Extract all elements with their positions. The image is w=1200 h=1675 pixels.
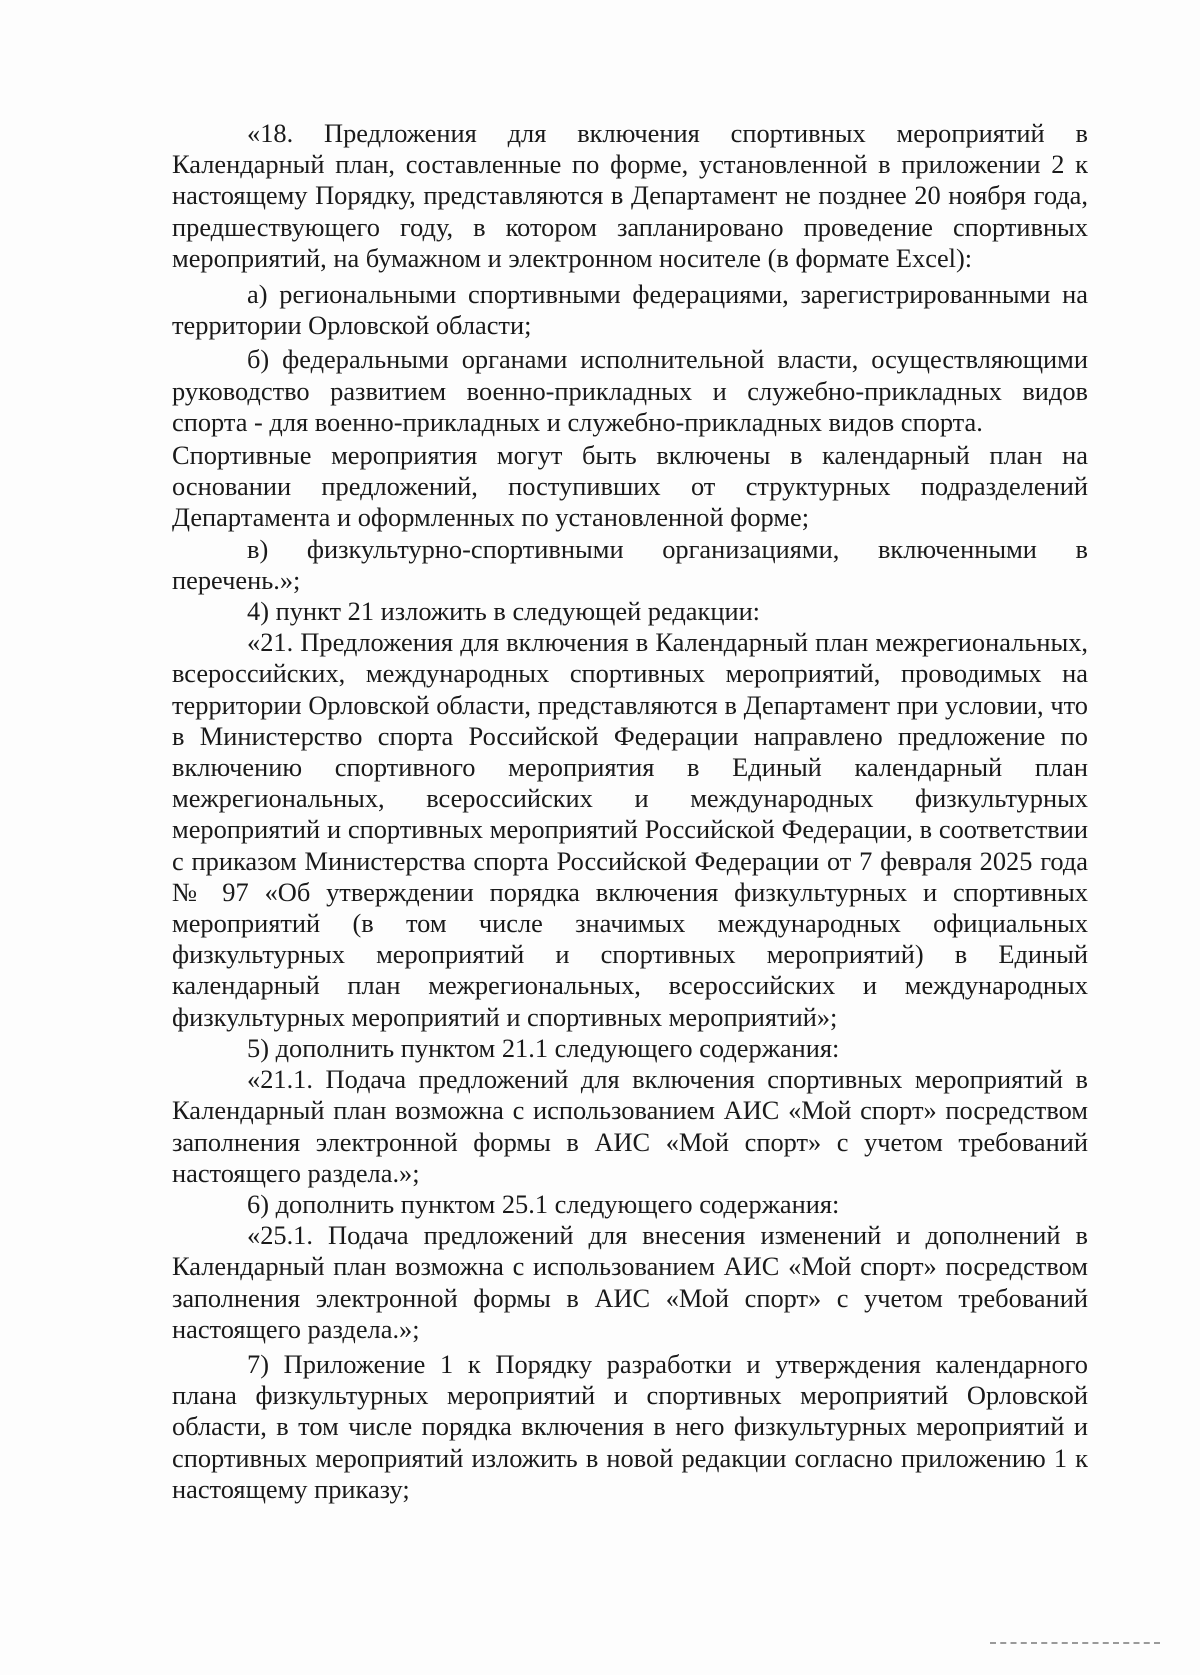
paragraph-item-21: «21. Предложения для включения в Календарный план межрегиональных, всероссийских, международных спортивных мероприятий, проводимых на территории Орловской области, представляются в Департамент при условии, что в Министерство спорта Российской Федерации направлено предложение по включению спортивного мероприятия в Единый календарный план межрегиональных, всероссийских и международных физкультурных мероприятий и спортивных мероприятий Российской Федерации, в соответствии с приказом Министерства спорта Российской Федерации от 7 февраля 2025 года № 97 «Об утверждении порядка включения физкультурных и спортивных мероприятий (в том числе значимых международных официальных физкультурных мероприятий и спортивных мероприятий) в Единый календарный план межрегиональных, всероссийских и международных физкультурных мероприятий и спортивных мероприятий»;: [172, 627, 1088, 1032]
paragraph-subitem-b: б) федеральными органами исполнительной власти, осуществляющими руководство развитием военно-прикладных и служебно-прикладных видов спорта - для военно-прикладных и служебно-прикладных видов спорта.: [172, 344, 1088, 437]
paragraph-sport-events-note: Спортивные мероприятия могут быть включены в календарный план на основании предложений, поступивших от структурных подразделений Департамента и оформленных по установленной форме;: [172, 440, 1088, 533]
paragraph-point-5: 5) дополнить пунктом 21.1 следующего содержания:: [247, 1032, 840, 1063]
paragraph-item-25-1: «25.1. Подача предложений для внесения изменений и дополнений в Календарный план возможна с использованием АИС «Мой спорт» посредством заполнения электронной формы в АИС «Мой спорт» с учетом требований настоящего раздела.»;: [172, 1220, 1088, 1344]
paragraph-subitem-a: а) региональными спортивными федерациями, зарегистрированными на территории Орловской области;: [172, 279, 1088, 341]
paragraph-item-18: «18. Предложения для включения спортивных мероприятий в Календарный план, составленные по форме, установленной в приложении 2 к настоящему Порядку, представляются в Департамент не позднее 20 ноября года, предшествующего году, в котором запланировано проведение спортивных мероприятий, на бумажном и электронном носителе (в формате Excel):: [172, 118, 1088, 273]
paragraph-point-7: 7) Приложение 1 к Порядку разработки и утверждения календарного плана физкультурных мероприятий и спортивных мероприятий Орловской области, в том числе порядка включения в него физкультурных мероприятий и спортивных мероприятий изложить в новой редакции согласно приложению 1 к настоящему приказу;: [172, 1348, 1088, 1504]
paragraph-subitem-v: в) физкультурно-спортивными организациями, включенными в перечень.»;: [172, 533, 1088, 595]
paragraph-point-6: 6) дополнить пунктом 25.1 следующего содержания:: [247, 1188, 840, 1219]
paragraph-item-21-1: «21.1. Подача предложений для включения спортивных мероприятий в Календарный план возможна с использованием АИС «Мой спорт» посредством заполнения электронной формы в АИС «Мой спорт» с учетом требований настоящего раздела.»;: [172, 1064, 1088, 1188]
document-body: [172, 118, 1088, 1505]
paragraph-point-4: 4) пункт 21 изложить в следующей редакции:: [247, 596, 761, 627]
scan-footer-marks: [990, 1642, 1160, 1646]
